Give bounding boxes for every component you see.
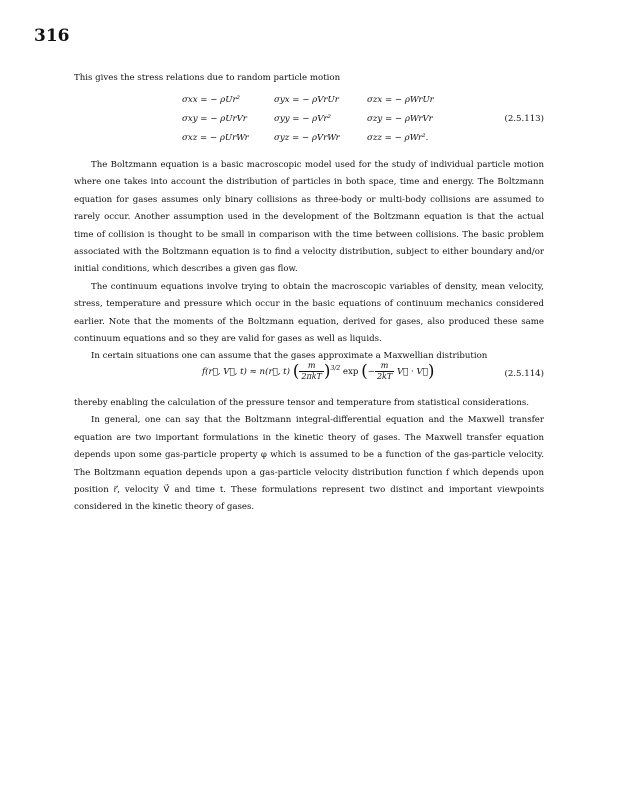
dot-product: V⃗ · V⃗ (396, 367, 428, 377)
frac1-denominator: 2πkT (301, 372, 322, 381)
sigma-xz: σxz = − ρUrWr (182, 133, 249, 143)
paragraph-maxwellian-intro: In certain situations one can assume that the gases approximate a Maxwellian distribution (91, 351, 488, 362)
equation-number-114: (2.5.114) (504, 369, 544, 379)
equation-row (74, 133, 544, 152)
maxwell-lhs: f(r⃗, V⃗, t) ≈ n(r⃗, t) (202, 367, 290, 377)
paragraph-in-general: In general, one can say that the Boltzmann integral-differential equation and the Maxwell transfer equation are two important formulations in the kinetic theory of gases. The Maxwell transfer equation depends upon some gas-particle property φ which is assumed to be a function of the gas-particle velocity. The Boltzmann equation depends upon a gas-particle velocity distribution function f which depends upon position r⃗, velocity V⃗ and time t. These formulations represent two distinct and important viewpoints considered in the kinetic theory of gases. (74, 415, 544, 513)
body-text-1 (74, 157, 544, 366)
exponent-3-2: 3/2 (330, 365, 341, 373)
paragraph-boltzmann: The Boltzmann equation is a basic macroscopic model used for the study of individual particle motion where one takes into account the distribution of particles in both space, time and energy. The Boltzmann equation for gases assumes only binary collisions as three-body or multi-body collisions are assumed to rarely occur. Another assumption used in the development of the Boltzmann equation is that the actual time of collision is thought to be small in comparison with the time between collisions. The basic problem associated with the Boltzmann equation is to find a velocity distribution, subject to either boundary and/or initial conditions, which describes a given gas flow. (74, 160, 544, 275)
left-paren: ( (292, 361, 300, 382)
intro-text (74, 70, 544, 87)
fraction-m-over-2kt (375, 361, 394, 382)
stress-equations (74, 95, 544, 152)
equation-number-113: (2.5.113) (504, 114, 544, 124)
frac2-denominator: 2kT (376, 372, 393, 381)
equation-row (74, 95, 544, 114)
sigma-xx: σxx = − ρUr² (182, 95, 241, 105)
maxwell-equation (74, 355, 544, 389)
frac1-numerator: m (299, 361, 324, 372)
paragraph-thereby: thereby enabling the calculation of the pressure tensor and temperature from statistical considerations. (74, 398, 530, 408)
sigma-xy: σxy = − ρUrVr (182, 114, 247, 124)
sigma-yy: σyy = − ρVr² (274, 114, 331, 124)
paragraph-continuum: The continuum equations involve trying to obtain the macroscopic variables of density, mean velocity, stress, temperature and pressure which occur in the basic equations of continuum mechanics considered earlier. Note that the moments of the Boltzmann equation, derived for gases, also produced these same continuum equations and so they are valid for gases as well as liquids. (74, 281, 544, 345)
exp-label: exp (342, 367, 359, 377)
sigma-yx: σyx = − ρVrUr (274, 95, 339, 105)
left-paren: ( (361, 361, 368, 382)
frac2-numerator: m (375, 361, 394, 372)
maxwell-formula: f(r⃗, V⃗, t) ≈ n(r⃗, t) ( $\frac{m}{\text{2πkT}}$ )$^{3/2}$ exp (− $\frac{m}{2kT}$ V⃗ · V⃗) (202, 361, 435, 382)
sigma-yz: σyz = − ρVrWr (274, 133, 340, 143)
sigma-zy: σzy = − ρWrVr (367, 114, 433, 124)
body-text-2 (74, 395, 544, 517)
sigma-zx: σzx = − ρWrUr (367, 95, 434, 105)
sigma-zz: σzz = − ρWr². (367, 133, 429, 143)
right-paren: ) (323, 361, 331, 382)
equation-row (74, 114, 544, 133)
fraction-m-over-2pikt (299, 361, 324, 382)
right-paren: ) (427, 361, 435, 382)
page-number: 316 (34, 26, 70, 46)
intro-paragraph: This gives the stress relations due to random particle motion (74, 73, 341, 83)
